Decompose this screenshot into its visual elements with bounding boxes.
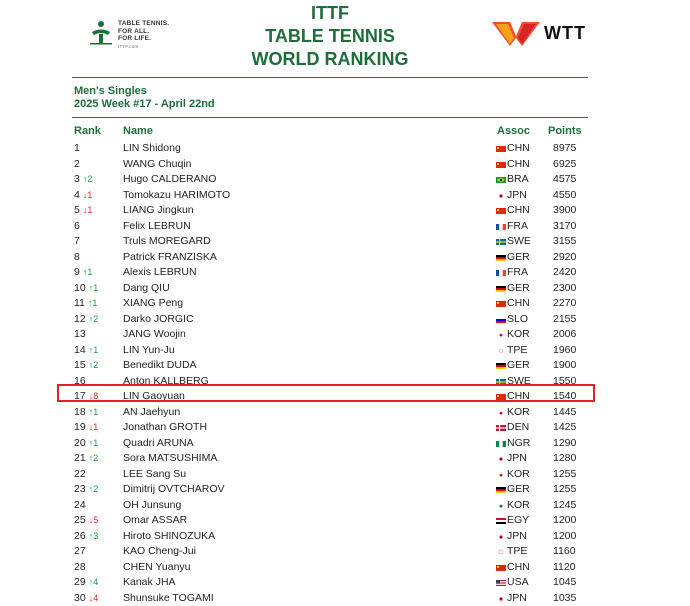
points-value: 4575 — [553, 172, 576, 188]
rank-value: 6 — [74, 220, 80, 232]
points-value: 1160 — [553, 544, 576, 560]
table-row — [0, 219, 690, 235]
rank-cell — [74, 141, 83, 157]
chn-flag-icon — [496, 301, 506, 307]
chn-flag-icon — [496, 565, 506, 571]
rank-value: 11 — [74, 297, 85, 309]
jpn-flag-icon — [496, 456, 506, 462]
points-value: 1280 — [553, 451, 576, 467]
assoc-code: JPN — [507, 529, 527, 545]
player-name: OH Junsung — [123, 498, 181, 514]
rank-value: 18 — [74, 406, 86, 418]
table-row — [0, 327, 690, 343]
rank-value: 27 — [74, 545, 86, 557]
fra-flag-icon — [496, 270, 506, 276]
rank-change: ↓1 — [83, 190, 93, 200]
player-name: LEE Sang Su — [123, 467, 186, 483]
slo-flag-icon — [496, 317, 506, 323]
ger-flag-icon — [496, 363, 506, 369]
assoc-code: CHN — [507, 389, 530, 405]
table-row — [0, 405, 690, 421]
points-value: 3155 — [553, 234, 576, 250]
points-value: 8975 — [553, 141, 576, 157]
player-name: LIANG Jingkun — [123, 203, 194, 219]
rank-change: ↑1 — [89, 407, 99, 417]
table-row — [0, 467, 690, 483]
player-name: LIN Yun-Ju — [123, 343, 175, 359]
assoc-code: CHN — [507, 203, 530, 219]
points-value: 1045 — [553, 575, 576, 591]
rank-value: 17 — [74, 390, 86, 402]
assoc-code: SLO — [507, 312, 528, 328]
rank-cell — [74, 312, 98, 328]
rank-change: ↑4 — [89, 577, 99, 587]
points-value: 3900 — [553, 203, 576, 219]
assoc-code: KOR — [507, 327, 530, 343]
assoc-code: CHN — [507, 141, 530, 157]
kor-flag-icon — [496, 332, 506, 338]
table-row — [0, 482, 690, 498]
assoc-code: BRA — [507, 172, 529, 188]
chn-flag-icon — [496, 146, 506, 152]
player-name: Truls MOREGARD — [123, 234, 211, 250]
assoc-code: EGY — [507, 513, 529, 529]
rank-cell — [74, 157, 83, 173]
player-name: Sora MATSUSHIMA — [123, 451, 217, 467]
rank-cell — [74, 544, 89, 560]
rank-change: ↑1 — [83, 267, 93, 277]
assoc-code: CHN — [507, 560, 530, 576]
points-value: 1200 — [553, 513, 576, 529]
player-name: Patrick FRANZISKA — [123, 250, 217, 266]
table-row — [0, 141, 690, 157]
rank-value: 14 — [74, 344, 86, 356]
points-value: 1425 — [553, 420, 576, 436]
assoc-code: SWE — [507, 374, 531, 390]
table-row — [0, 513, 690, 529]
rank-change: ↑2 — [89, 453, 99, 463]
rank-cell — [74, 203, 92, 219]
table-row — [0, 157, 690, 173]
rank-cell — [74, 482, 98, 498]
ittf-tagline: TABLE TENNIS. FOR ALL. FOR LIFE. ITTF.com — [118, 20, 169, 50]
page-title-line-2: TABLE TENNIS — [230, 24, 430, 48]
ger-flag-icon — [496, 487, 506, 493]
table-row — [0, 436, 690, 452]
chn-flag-icon — [496, 208, 506, 214]
page-header — [0, 0, 690, 75]
rank-value: 8 — [74, 251, 80, 263]
player-name: Kanak JHA — [123, 575, 176, 591]
player-name: Hugo CALDERANO — [123, 172, 216, 188]
table-row — [0, 296, 690, 312]
ger-flag-icon — [496, 255, 506, 261]
table-row — [0, 265, 690, 281]
assoc-code: DEN — [507, 420, 529, 436]
tpe-flag-icon — [496, 348, 506, 354]
tpe-flag-icon — [496, 549, 506, 555]
points-value: 1200 — [553, 529, 576, 545]
assoc-code: JPN — [507, 591, 527, 606]
rank-cell — [74, 420, 98, 436]
rank-value: 28 — [74, 561, 86, 573]
points-value: 1900 — [553, 358, 576, 374]
fra-flag-icon — [496, 224, 506, 230]
assoc-code: FRA — [507, 265, 528, 281]
table-row — [0, 420, 690, 436]
points-value: 3170 — [553, 219, 576, 235]
rank-value: 3 — [74, 173, 80, 185]
column-header-name: Name — [123, 125, 153, 137]
table-row — [0, 358, 690, 374]
points-value: 1120 — [553, 560, 576, 576]
rank-change: ↑2 — [89, 314, 99, 324]
ittf-url: ITTF.com — [118, 43, 169, 51]
table-row — [0, 281, 690, 297]
table-row — [0, 203, 690, 219]
rank-value: 1 — [74, 142, 80, 154]
wtt-logo — [492, 20, 592, 50]
player-name: Quadri ARUNA — [123, 436, 194, 452]
divider — [72, 117, 588, 118]
assoc-code: JPN — [507, 188, 527, 204]
kor-flag-icon — [496, 503, 506, 509]
rank-change: ↑1 — [89, 345, 99, 355]
player-name: WANG Chuqin — [123, 157, 191, 173]
points-value: 6925 — [553, 157, 576, 173]
points-value: 2420 — [553, 265, 576, 281]
assoc-code: GER — [507, 250, 530, 266]
jpn-flag-icon — [496, 193, 506, 199]
player-name: LIN Gaoyuan — [123, 389, 185, 405]
bra-flag-icon — [496, 177, 506, 183]
assoc-code: JPN — [507, 451, 527, 467]
kor-flag-icon — [496, 472, 506, 478]
points-value: 2155 — [553, 312, 576, 328]
jpn-flag-icon — [496, 596, 506, 602]
assoc-code: TPE — [507, 343, 527, 359]
points-value: 2920 — [553, 250, 576, 266]
highlight-box — [57, 384, 595, 402]
table-row — [0, 498, 690, 514]
rank-change: ↓1 — [83, 205, 93, 215]
table-row — [0, 560, 690, 576]
points-value: 2300 — [553, 281, 576, 297]
swe-flag-icon — [496, 239, 506, 245]
points-value: 1445 — [553, 405, 576, 421]
column-header-points: Points — [548, 125, 582, 137]
ittf-paddle-icon — [88, 18, 114, 46]
rank-change: ↑2 — [89, 360, 99, 370]
rank-cell — [74, 405, 98, 421]
rank-cell — [74, 219, 83, 235]
rank-value: 22 — [74, 468, 86, 480]
player-name: Felix LEBRUN — [123, 219, 191, 235]
points-value: 1960 — [553, 343, 576, 359]
assoc-code: GER — [507, 482, 530, 498]
points-value: 2270 — [553, 296, 576, 312]
assoc-code: CHN — [507, 157, 530, 173]
points-value: 2006 — [553, 327, 576, 343]
ngr-flag-icon — [496, 441, 506, 447]
ittf-logo — [88, 18, 178, 48]
player-name: AN Jaehyun — [123, 405, 180, 421]
rank-value: 4 — [74, 189, 80, 201]
assoc-code: NGR — [507, 436, 530, 452]
assoc-code: TPE — [507, 544, 527, 560]
table-row — [0, 575, 690, 591]
table-row — [0, 188, 690, 204]
player-name: LIN Shidong — [123, 141, 181, 157]
den-flag-icon — [496, 425, 506, 431]
rank-value: 21 — [74, 452, 86, 464]
week-label: 2025 Week #17 - April 22nd — [74, 97, 215, 111]
player-name: XIANG Peng — [123, 296, 183, 312]
player-name: Dimitrij OVTCHAROV — [123, 482, 225, 498]
assoc-code: GER — [507, 281, 530, 297]
player-name: Omar ASSAR — [123, 513, 187, 529]
rank-value: 24 — [74, 499, 86, 511]
rank-change: ↑3 — [89, 531, 99, 541]
wtt-mark-icon — [492, 20, 542, 48]
table-row — [0, 312, 690, 328]
rank-change: ↑1 — [89, 283, 99, 293]
rank-value: 7 — [74, 235, 80, 247]
player-name: Benedikt DUDA — [123, 358, 197, 374]
rank-cell — [74, 172, 92, 188]
rank-cell — [74, 188, 92, 204]
rank-value: 30 — [74, 592, 86, 604]
rank-value: 23 — [74, 483, 86, 495]
player-name: Tomokazu HARIMOTO — [123, 188, 230, 204]
player-name: Anton KALLBERG — [123, 374, 209, 390]
assoc-code: FRA — [507, 219, 528, 235]
rank-value: 12 — [74, 313, 86, 325]
table-row — [0, 343, 690, 359]
points-value: 1035 — [553, 591, 576, 606]
table-row — [0, 529, 690, 545]
rank-change: ↓8 — [89, 391, 99, 401]
player-name: Dang QIU — [123, 281, 170, 297]
rank-value: 15 — [74, 359, 86, 371]
rank-cell — [74, 575, 98, 591]
table-row — [0, 544, 690, 560]
assoc-code: KOR — [507, 498, 530, 514]
points-value: 1255 — [553, 467, 576, 483]
rank-value: 19 — [74, 421, 86, 433]
points-value: 1290 — [553, 436, 576, 452]
player-name: Shunsuke TOGAMI — [123, 591, 214, 606]
rank-value: 26 — [74, 530, 86, 542]
player-name: Jonathan GROTH — [123, 420, 207, 436]
rank-value: 25 — [74, 514, 86, 526]
rank-cell — [74, 467, 89, 483]
ger-flag-icon — [496, 286, 506, 292]
assoc-code: KOR — [507, 467, 530, 483]
points-value: 1550 — [553, 374, 576, 390]
wtt-logo-text: WTT — [544, 23, 586, 44]
rank-cell — [74, 343, 98, 359]
rank-change: ↑1 — [89, 438, 99, 448]
egy-flag-icon — [496, 518, 506, 524]
rank-cell — [74, 358, 98, 374]
column-header-assoc: Assoc — [497, 125, 530, 137]
rank-value: 13 — [74, 328, 86, 340]
assoc-code: USA — [507, 575, 529, 591]
rank-cell — [74, 436, 98, 452]
assoc-code: GER — [507, 358, 530, 374]
rank-change: ↑2 — [89, 484, 99, 494]
rank-cell — [74, 234, 83, 250]
kor-flag-icon — [496, 410, 506, 416]
page-title-line-3: WORLD RANKING — [230, 47, 430, 71]
rank-value: 5 — [74, 204, 80, 216]
table-row — [0, 234, 690, 250]
rank-value: 29 — [74, 576, 86, 588]
rank-cell — [74, 498, 89, 514]
table-row — [0, 250, 690, 266]
rank-cell — [74, 250, 83, 266]
rank-value: 16 — [74, 375, 86, 387]
rank-change: ↓5 — [89, 515, 99, 525]
assoc-code: KOR — [507, 405, 530, 421]
rank-cell — [74, 451, 98, 467]
ranking-table — [0, 141, 690, 606]
rank-value: 9 — [74, 266, 80, 278]
player-name: JANG Woojin — [123, 327, 186, 343]
rank-change: ↑2 — [83, 174, 93, 184]
divider — [72, 77, 588, 78]
usa-flag-icon — [496, 580, 506, 586]
player-name: CHEN Yuanyu — [123, 560, 191, 576]
player-name: Hiroto SHINOZUKA — [123, 529, 215, 545]
rank-cell — [74, 513, 98, 529]
rank-cell — [74, 327, 89, 343]
player-name: KAO Cheng-Jui — [123, 544, 196, 560]
rank-cell — [74, 281, 98, 297]
rank-change: ↑1 — [88, 298, 98, 308]
rank-change: ↓4 — [89, 593, 99, 603]
table-row — [0, 451, 690, 467]
column-header-rank: Rank — [74, 125, 101, 137]
rank-cell — [74, 529, 98, 545]
rank-cell — [74, 265, 92, 281]
player-name: Alexis LEBRUN — [123, 265, 197, 281]
assoc-code: CHN — [507, 296, 530, 312]
points-value: 4550 — [553, 188, 576, 204]
rank-change: ↓1 — [89, 422, 99, 432]
rank-cell — [74, 296, 97, 312]
rank-value: 10 — [74, 282, 86, 294]
player-name: Darko JORGIC — [123, 312, 194, 328]
category-label: Men's Singles — [74, 84, 147, 98]
table-row — [0, 172, 690, 188]
rank-value: 20 — [74, 437, 86, 449]
points-value: 1255 — [553, 482, 576, 498]
rank-cell — [74, 560, 89, 576]
rank-value: 2 — [74, 158, 80, 170]
page-title-line-1: ITTF — [230, 1, 430, 25]
chn-flag-icon — [496, 162, 506, 168]
assoc-code: SWE — [507, 234, 531, 250]
points-value: 1245 — [553, 498, 576, 514]
jpn-flag-icon — [496, 534, 506, 540]
points-value: 1540 — [553, 389, 576, 405]
